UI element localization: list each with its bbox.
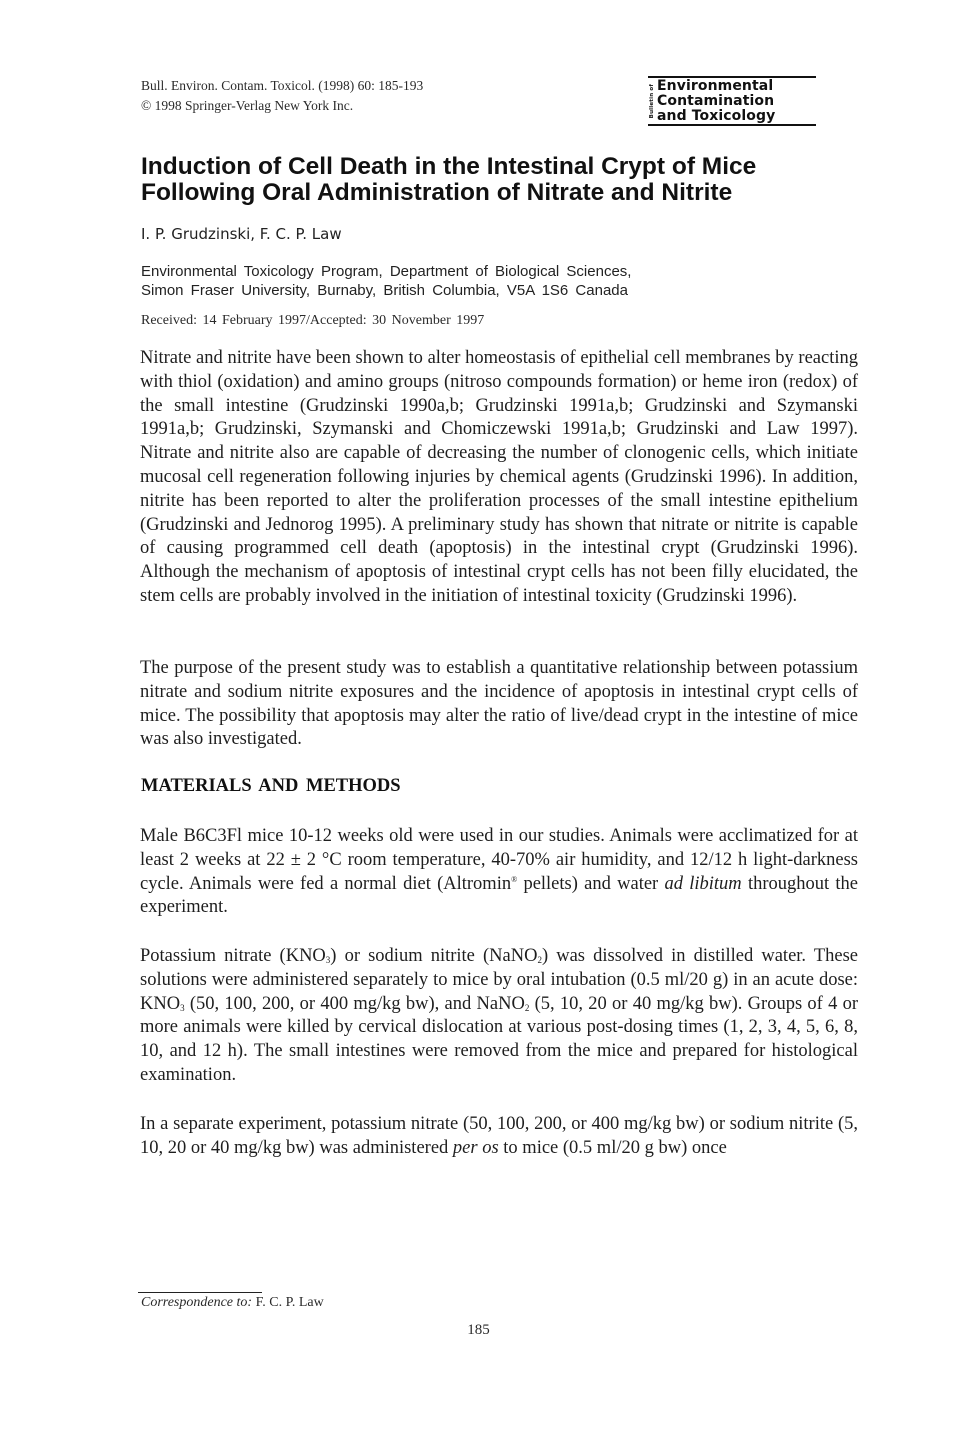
affiliation-line-1: Environmental Toxicology Program, Department of Biological Sciences,	[141, 263, 632, 280]
journal-logo	[648, 76, 816, 126]
article-title	[141, 154, 841, 206]
journal-logo-vertical-text: Bulletin of	[649, 83, 655, 119]
citation	[141, 76, 423, 116]
received-accepted-dates: Received: 14 February 1997/Accepted: 30 November 1997	[141, 313, 485, 328]
registered-mark: ®	[511, 874, 518, 884]
article-title-line-1: Induction of Cell Death in the Intestinal Crypt of Mice	[141, 153, 757, 180]
intro-paragraph-1: Nitrate and nitrite have been shown to alter homeostasis of epithelial cell membranes by reacting with thiol (oxidation) and amino groups (nitroso compounds formation) or heme iron (redox) of the small intestine (Grudzinski 1990a,b; Grudzinski 1991a,b; Grudzinski and Szymanski 1991a,b; Grudzinski, Szymanski and Chomiczewski 1991a,b; Grudzinski and Law 1997). Nitrate and nitrite also are capable of decreasing the number of clonogenic cells, which initiate mucosal cell regeneration following injuries by chemical agents (Grudzinski 1996). In addition, nitrite has been reported to alter the proliferation processes of the small intestine epithelium (Grudzinski and Jednorog 1995). A preliminary study has shown that nitrate or nitrite is capable of causing programmed cell death (apoptosis) in the intestinal crypt (Grudzinski 1996). Although the mechanism of apoptosis of intestinal crypt cells has not been filly elucidated, the stem cells are probably involved in the initiation of intestinal toxicity (Grudzinski 1996).	[140, 348, 858, 606]
page-number: 185	[467, 1322, 490, 1338]
section-heading-methods: MATERIALS AND METHODS	[141, 776, 401, 796]
citation-line-1: Bull. Environ. Contam. Toxicol. (1998) 60: 185-193	[141, 78, 424, 93]
journal-logo-line-1: Environmental	[657, 77, 774, 94]
footnote-divider	[138, 1292, 262, 1293]
affiliation-line-2: Simon Fraser University, Burnaby, British Columbia, V5A 1S6 Canada	[141, 282, 628, 299]
journal-logo-line-2: Contamination	[657, 92, 775, 109]
journal-logo-line-3: and Toxicology	[657, 107, 776, 124]
correspondence-name: F. C. P. Law	[252, 1295, 324, 1310]
correspondence-label: Correspondence to:	[141, 1295, 253, 1310]
correspondence-footnote	[141, 1295, 324, 1311]
methods-paragraph-1: Male B6C3Fl mice 10-12 weeks old were used in our studies. Animals were acclimatized for at least 2 weeks at 22 ± 2 °C room temperature, 40-70% air humidity, and 12/12 h light-darkness cycle. Animals were fed a normal diet (Altromin® pellets) and water ad libitum throughout the experiment.	[140, 826, 858, 918]
article-title-line-2: Following Oral Administration of Nitrate and Nitrite	[141, 179, 733, 206]
methods-paragraph-3: In a separate experiment, potassium nitrate (50, 100, 200, or 400 mg/kg bw) or sodium nitrite (5, 10, 20 or 40 mg/kg bw) was administered per os to mice (0.5 ml/20 g bw) once	[140, 1114, 858, 1158]
italic-ad-libitum: ad libitum	[664, 873, 742, 894]
italic-per-os: per os	[452, 1137, 499, 1158]
methods-paragraph-2: Potassium nitrate $(KNO_3)$ or sodium nitrite (NaNO$_2$) was dissolved in distilled water. These solutions were administered separately to mice by oral intubation (0.5 ml/20 g) in an acute dose: $KNO_3$ (50, 100, 200, or 400 mg/kg bw), and NaNO$_2$ (5, 10, 20 or 40 mg/kg bw). Groups of 4 or more animals were killed by cervical dislocation at various post-dosing times (1, 2, 3, 4, 5, 6, 8, 10, and 12 h). The small intestines were removed from the mice and prepared for histological examination.	[140, 946, 858, 1085]
intro-paragraph-2: The purpose of the present study was to establish a quantitative relationship between potassium nitrate and sodium nitrite exposures and the incidence of apoptosis in intestinal crypt cells of mice. The possibility that apoptosis may alter the ratio of live/dead crypt in the intestine of mice was also investigated.	[140, 658, 858, 750]
authors: I. P. Grudzinski, F. C. P. Law	[141, 225, 342, 243]
affiliation	[141, 262, 631, 300]
citation-line-2: © 1998 Springer-Verlag New York Inc.	[141, 98, 354, 113]
